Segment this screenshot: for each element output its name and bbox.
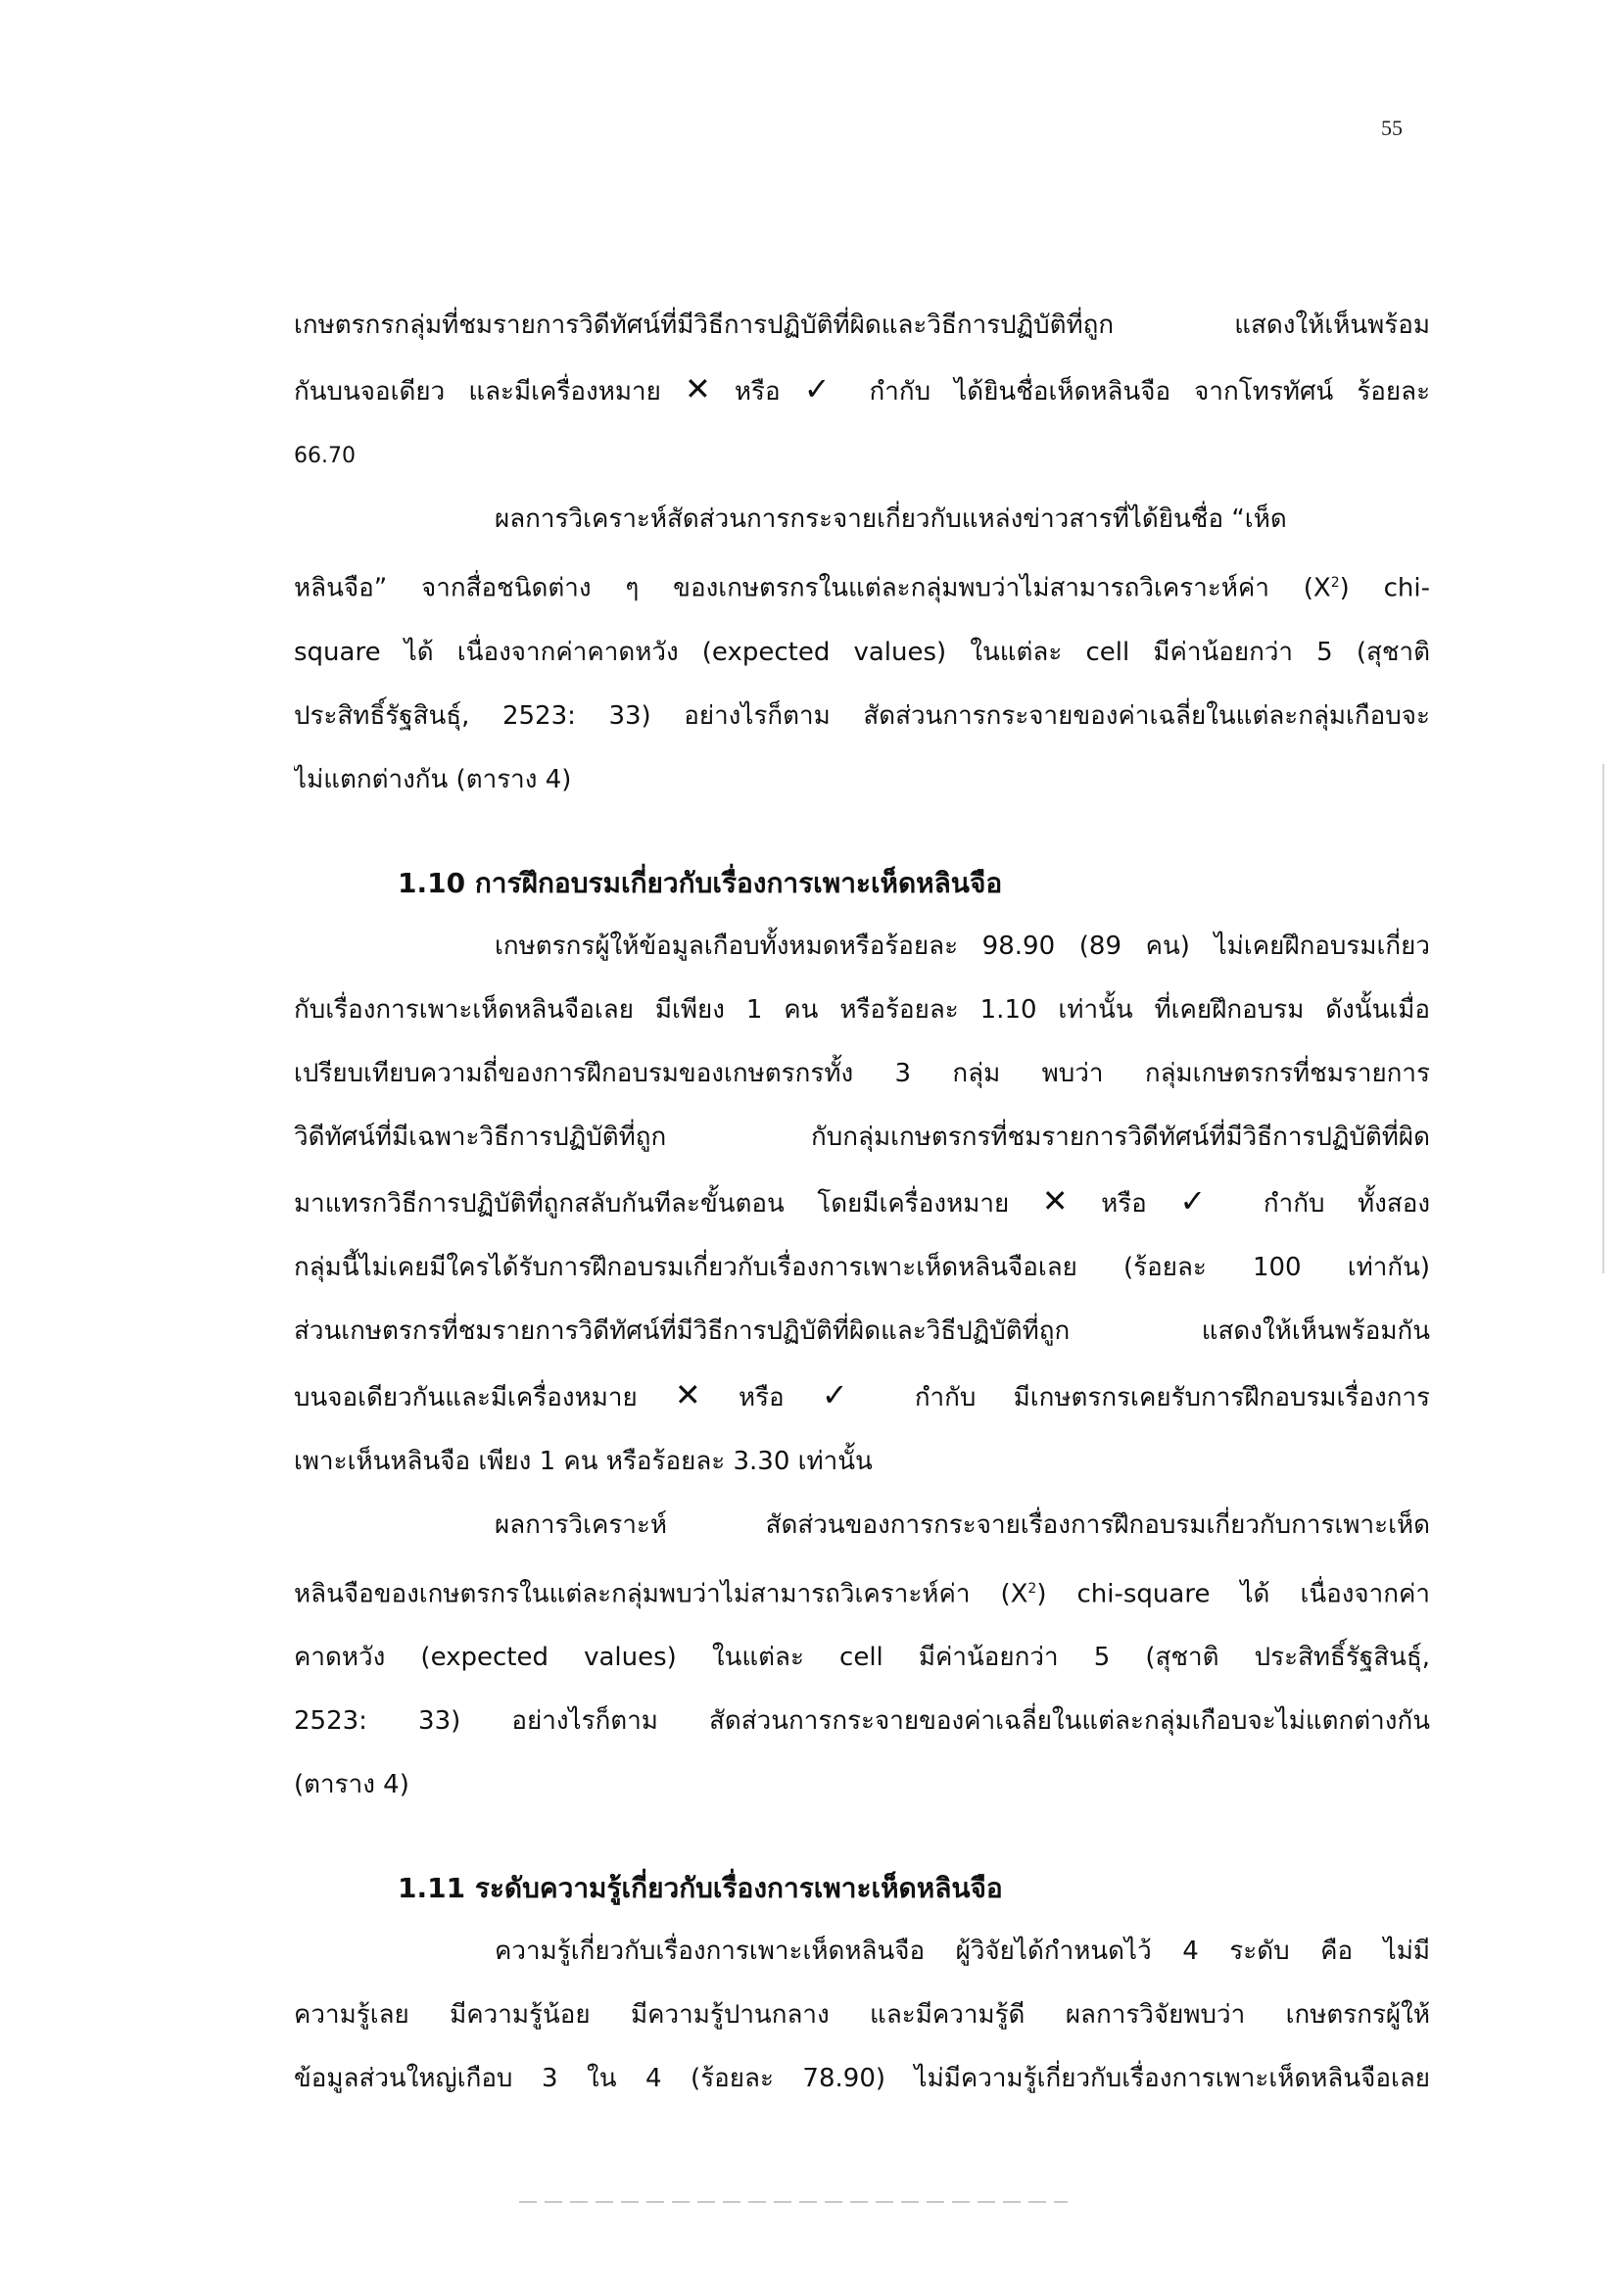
intro-line-1: เกษตรกรกลุ่มที่ชมรายการวิดีทัศน์ที่มีวิธีการปฏิบัติที่ผิดและวิธีการปฏิบัติที่ถูก แสดงให้เห็นพร้อม	[294, 311, 1430, 340]
text-segment: หรือ	[1101, 1188, 1147, 1219]
s110-p2-line-2	[294, 1557, 1430, 1627]
text-segment: กำกับ ทั้งสอง	[1263, 1188, 1430, 1219]
s110-line-8	[294, 1363, 1430, 1430]
text-segment: หลินจือของเกษตรกรในแต่ละกลุ่มพบว่าไม่สามารถวิเคราะห์ค่า (X	[294, 1579, 1028, 1609]
check-mark-icon: ✓	[821, 1375, 878, 1413]
intro-p2-line-5: ไม่แตกต่างกัน (ตาราง 4)	[294, 764, 572, 794]
s110-line-6: กลุ่มนี้ไม่เคยมีใครได้รับการฝึกอบรมเกี่ยวกับเรื่องการเพาะเห็ดหลินจือเลย (ร้อยละ 100 เท่ากัน)	[294, 1252, 1430, 1282]
heading-1-11: 1.11 ระดับความรู้เกี่ยวกับเรื่องการเพาะเห็ดหลินจือ	[398, 1872, 1003, 1905]
scan-bottom-line	[519, 2201, 1068, 2203]
s111-line-2: ความรู้เลย มีความรู้น้อย มีความรู้ปานกลาง และมีความรู้ดี ผลการวิจัยพบว่า เกษตรกรผู้ให้	[294, 2000, 1430, 2031]
cross-mark-icon: ✕	[684, 370, 711, 407]
page-number: 55	[1381, 116, 1403, 140]
text-segment: มาแทรกวิธีการปฏิบัติที่ถูกสลับกันทีละขั้นตอน โดยมีเครื่องหมาย	[294, 1188, 1010, 1219]
s110-line-2: กับเรื่องการเพาะเห็ดหลินจือเลย มีเพียง 1 คน หรือร้อยละ 1.10 เท่านั้น ที่เคยฝึกอบรม ดังนั้นเมื่อ	[294, 994, 1430, 1025]
intro-p2-line-2	[294, 551, 1430, 621]
superscript: 2	[1027, 1580, 1037, 1597]
text-segment: ) chi-	[1339, 573, 1430, 603]
text-segment: กันบนจอเดียว และมีเครื่องหมาย	[294, 377, 661, 407]
text-segment: หรือ	[734, 377, 781, 407]
page-body	[294, 294, 1430, 2111]
text-segment: กำกับ มีเกษตรกรเคยรับการฝึกอบรมเรื่องการ	[914, 1382, 1430, 1412]
heading-1-10: 1.10 การฝึกอบรมเกี่ยวกับเรื่องการเพาะเห็ดหลินจือ	[398, 866, 1003, 899]
s110-line-4: วิดีทัศน์ที่มีเฉพาะวิธีการปฏิบัติที่ถูก กับกลุ่มเกษตรกรที่ชมรายการวิดีทัศน์ที่มีวิธีการปฏิบัติที่ผิด	[294, 1122, 1430, 1152]
intro-p2-line-4: ประสิทธิ์รัฐสินธุ์, 2523: 33) อย่างไรก็ตาม สัดส่วนการกระจายของค่าเฉลี่ยในแต่ละกลุ่มเกือบจะ	[294, 700, 1430, 731]
check-mark-icon: ✓	[1179, 1181, 1231, 1220]
s110-p2-line-4: 2523: 33) อย่างไรก็ตาม สัดส่วนการกระจายของค่าเฉลี่ยในแต่ละกลุ่มเกือบจะไม่แตกต่างกัน	[294, 1706, 1430, 1737]
cross-mark-icon: ✕	[1041, 1181, 1069, 1220]
s111-line-1: ความรู้เกี่ยวกับเรื่องการเพาะเห็ดหลินจือ ผู้วิจัยได้กำหนดไว้ 4 ระดับ คือ ไม่มี	[495, 1937, 1430, 1967]
cross-mark-icon: ✕	[674, 1375, 701, 1413]
intro-p2-line-3: square ได้ เนื่องจากค่าคาดหวัง (expected values) ในแต่ละ cell มีค่าน้อยกว่า 5 (สุชาติ	[294, 637, 1430, 667]
text-segment: หรือ	[738, 1382, 785, 1412]
s110-line-7: ส่วนเกษตรกรที่ชมรายการวิดีทัศน์ที่มีวิธีการปฏิบัติที่ผิดและวิธีปฏิบัติที่ถูก แสดงให้เห็นพร้อมกัน	[294, 1315, 1430, 1346]
text-segment: ) chi-square ได้ เนื่องจากค่า	[1036, 1579, 1430, 1609]
intro-p2-line-1: ผลการวิเคราะห์สัดส่วนการกระจายเกี่ยวกับแหล่งข่าวสารที่ได้ยินชื่อ “เห็ด	[495, 504, 1287, 534]
s110-p2-line-5: (ตาราง 4)	[294, 1770, 409, 1800]
check-mark-icon: ✓	[803, 370, 846, 407]
s110-line-5	[294, 1170, 1430, 1236]
text-segment: หลินจือ” จากสื่อชนิดต่าง ๆ ของเกษตรกรในแต่ละกลุ่มพบว่าไม่สามารถวิเคราะห์ค่า (X	[294, 573, 1331, 603]
s110-p2-line-1: ผลการวิเคราะห์ สัดส่วนของการกระจายเรื่องการฝึกอบรมเกี่ยวกับการเพาะเห็ด	[495, 1509, 1430, 1540]
s110-line-9: เพาะเห็นหลินจือ เพียง 1 คน หรือร้อยละ 3.30 เท่านั้น	[294, 1446, 873, 1476]
intro-line-2	[294, 358, 1430, 424]
s110-line-1: เกษตรกรผู้ให้ข้อมูลเกือบทั้งหมดหรือร้อยละ 98.90 (89 คน) ไม่เคยฝึกอบรมเกี่ยว	[495, 931, 1430, 961]
s111-line-3: ข้อมูลส่วนใหญ่เกือบ 3 ใน 4 (ร้อยละ 78.90) ไม่มีความรู้เกี่ยวกับเรื่องการเพาะเห็ดหลินจือเลย	[294, 2064, 1430, 2094]
text-segment: บนจอเดียวกันและมีเครื่องหมาย	[294, 1382, 638, 1412]
s110-line-3: เปรียบเทียบความถี่ของการฝึกอบรมของเกษตรกรทั้ง 3 กลุ่ม พบว่า กลุ่มเกษตรกรที่ชมรายการ	[294, 1058, 1430, 1088]
section-gap	[294, 812, 1430, 851]
intro-line-3: 66.70	[294, 444, 356, 468]
section-gap	[294, 1817, 1430, 1856]
scan-edge-line	[1602, 764, 1604, 1273]
superscript: 2	[1330, 575, 1340, 591]
s110-p2-line-3: คาดหวัง (expected values) ในแต่ละ cell มีค่าน้อยกว่า 5 (สุชาติ ประสิทธิ์รัฐสินธุ์,	[294, 1643, 1430, 1673]
text-segment: กำกับ ได้ยินชื่อเห็ดหลินจือ จากโทรทัศน์ ร้อยละ	[869, 377, 1430, 407]
